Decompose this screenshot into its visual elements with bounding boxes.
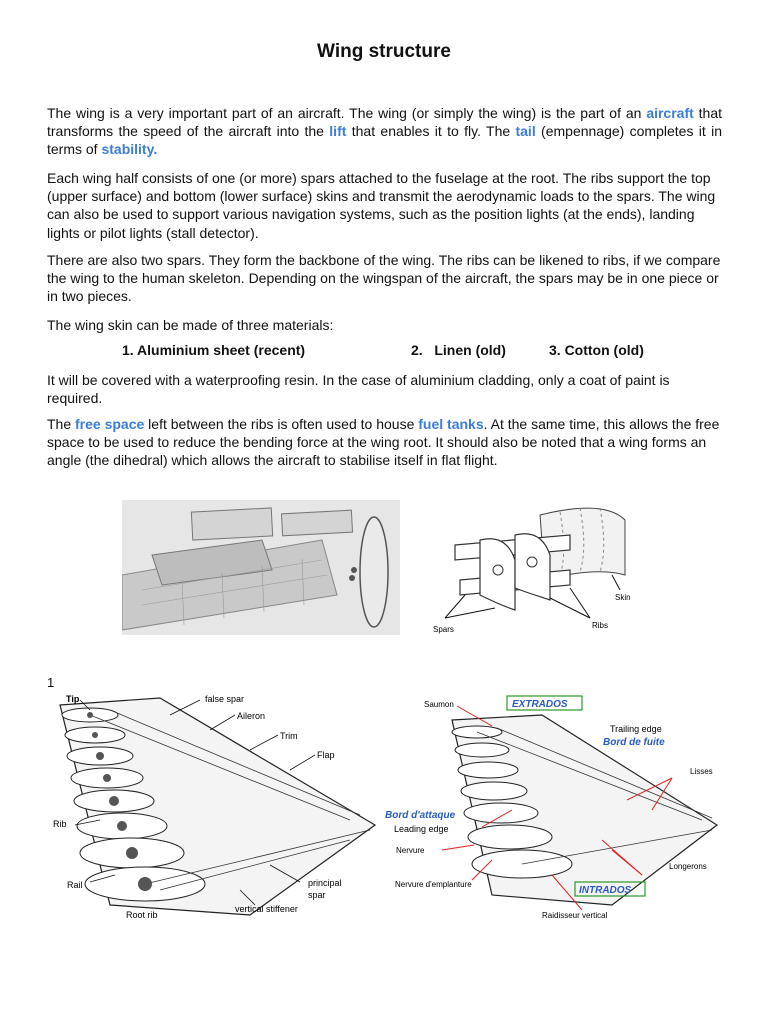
highlight-aircraft: aircraft [646, 105, 694, 121]
label-trim: Trim [280, 731, 298, 741]
highlight-free-space: free space [75, 416, 145, 432]
label-nervure: Nervure [396, 846, 425, 855]
label-saumon: Saumon [424, 700, 454, 709]
resin-paragraph: It will be covered with a waterproofing resin. In the case of aluminium cladding, only a coat of paint is required. [47, 372, 670, 407]
label-aileron: Aileron [237, 711, 266, 721]
label-flap: Flap [317, 750, 335, 760]
label-intrados: INTRADOS [579, 885, 632, 896]
text-run: . At the same time, this allows the free space to be used to reduce the bending force at the wing root. It should also be noted that a wing forms an angle (the dihedral) which allows the aircraft to stabilise itself in flat flight. [47, 416, 720, 469]
materials-intro: The wing skin can be made of three materials: [47, 317, 334, 333]
label-vertical-stiffener: vertical stiffener [235, 904, 298, 914]
label-spars: Spars [433, 625, 454, 634]
wing-photo-illustration [122, 500, 400, 635]
label-tip: Tip [66, 694, 80, 704]
page-title: Wing structure [317, 41, 451, 62]
highlight-fuel-tanks: fuel tanks [418, 416, 484, 432]
material-2: 2. Linen (old) [411, 342, 506, 358]
label-rail: Rail [67, 880, 83, 890]
label-principal: principal [308, 878, 342, 888]
label-extrados: EXTRADOS [512, 699, 568, 710]
text-run: that transforms the speed of the aircraft into the [47, 105, 723, 140]
highlight-tail: tail [515, 123, 536, 140]
label-spar: spar [308, 890, 326, 900]
text-run: left between the ribs is often used to house [144, 416, 419, 432]
label-nervure-emplanture: Nervure d'emplanture [395, 880, 472, 889]
label-raidisseur: Raidisseur vertical [542, 911, 608, 920]
label-false-spar: false spar [205, 694, 245, 704]
highlight-stability: stability. [101, 141, 158, 158]
wing-structure-english-illustration [50, 690, 378, 920]
spars-ribs-figure [420, 500, 645, 635]
wing-structure-french-illustration [382, 690, 722, 920]
label-rib: Rib [53, 819, 67, 829]
label-trailing-edge: Trailing edge [610, 724, 662, 734]
label-lisses: Lisses [690, 767, 713, 776]
spars-paragraph: There are also two spars. They form the backbone of the wing. The ribs can be likened to ribs, if we compare the wing to the human skeleton. Depending on the wingspan of the aircraft, the spars may be in one piece or in two pieces. [47, 252, 721, 305]
text-run: (empennage) completes it in terms of [47, 123, 722, 158]
text-run: The wing is a very important part of an aircraft. The wing (or simply the wing) is the part of an [47, 105, 647, 121]
wing-structure-french-figure [382, 690, 722, 920]
label-longerons: Longerons [669, 862, 707, 871]
wing-half-paragraph: Each wing half consists of one (or more) spars attached to the fuselage at the root. The ribs support the top (upper surface) and bottom (lower surface) skins and transmit the aerodynamic loads to the spars. The wing can also be used to support various navigation systems, such as the position lights (at the ends), landing lights or pilot lights (stall detector). [47, 170, 716, 241]
label-skin: Skin [615, 593, 631, 602]
label-ribs: Ribs [592, 621, 609, 630]
text-run: The [47, 416, 76, 432]
text-run: that enables it to fly. The [346, 123, 516, 140]
free-space-paragraph [47, 415, 722, 470]
label-leading-edge: Leading edge [394, 824, 449, 834]
label-root-rib: Root rib [126, 910, 158, 920]
material-3: 3. Cotton (old) [549, 342, 644, 358]
label-bord-de-fuite: Bord de fuite [603, 737, 665, 748]
figure-number: 1 [47, 675, 55, 690]
wing-structure-english-figure [50, 690, 378, 920]
spars-ribs-illustration [420, 500, 645, 635]
label-bord-attaque: Bord d'attaque [385, 810, 456, 821]
material-1: 1. Aluminium sheet (recent) [122, 342, 306, 358]
intro-paragraph [47, 104, 722, 159]
highlight-lift: lift [329, 123, 347, 140]
wing-photo-figure [122, 500, 400, 635]
